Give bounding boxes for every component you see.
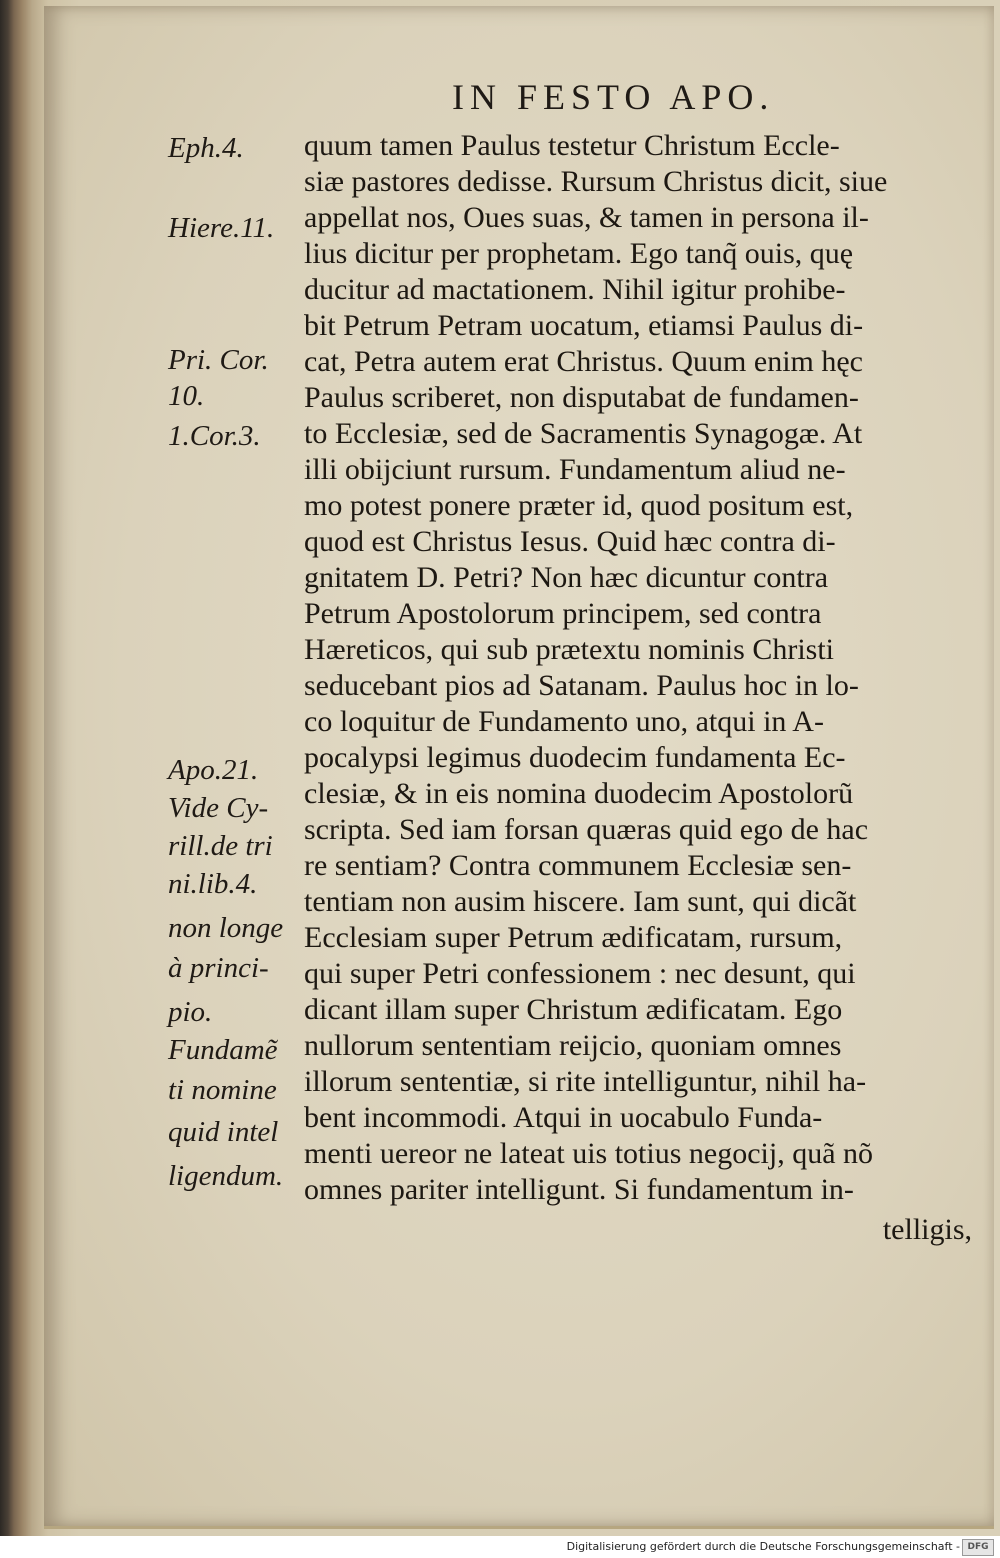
text-line: clesiæ, & in eis nomina duodecim Apostolorũ bbox=[304, 777, 854, 810]
margin-note: rill.de tri bbox=[168, 830, 273, 862]
margin-note: à princi- bbox=[168, 952, 269, 984]
margin-note: Hiere.11. bbox=[168, 212, 275, 244]
catchword: telligis, bbox=[882, 1213, 972, 1246]
text-line: bent incommodi. Atqui in uocabulo Funda- bbox=[304, 1101, 823, 1134]
margin-note: Apo.21. bbox=[168, 754, 259, 786]
dfg-logo: DFG bbox=[962, 1539, 994, 1556]
text-line: tentiam non ausim hiscere. Iam sunt, qui dicãt bbox=[304, 885, 857, 918]
text-line: cat, Petra autem erat Christus. Quum enim hęc bbox=[304, 345, 863, 378]
text-line: ducitur ad mactationem. Nihil igitur prohibe- bbox=[304, 273, 846, 306]
margin-note: 10. bbox=[168, 380, 205, 412]
text-line: co loquitur de Fundamento uno, atqui in A- bbox=[304, 705, 824, 738]
text-line: illi obijciunt rursum. Fundamentum aliud ne- bbox=[304, 453, 846, 486]
margin-note: Pri. Cor. bbox=[168, 344, 269, 376]
text-line: menti uereor ne lateat uis totius negocij, quã nõ bbox=[304, 1137, 874, 1170]
text-line: to Ecclesiæ, sed de Sacramentis Synagogæ. At bbox=[304, 417, 863, 450]
text-line: bit Petrum Petram uocatum, etiamsi Paulus di- bbox=[304, 309, 864, 342]
margin-note: Fundamẽ bbox=[168, 1034, 278, 1066]
margin-note: quid intel bbox=[168, 1116, 279, 1148]
running-head: IN FESTO APO. bbox=[452, 77, 775, 117]
margin-note: ni.lib.4. bbox=[168, 868, 258, 900]
text-line: pocalypsi legimus duodecim fundamenta Ec- bbox=[304, 741, 846, 774]
text-line: qui super Petri confessionem : nec desunt, qui bbox=[304, 957, 856, 990]
margin-note: 1.Cor.3. bbox=[168, 420, 261, 452]
margin-note: ligendum. bbox=[168, 1160, 284, 1192]
text-line: mo potest ponere præter id, quod positum est, bbox=[304, 489, 854, 522]
margin-note: Eph.4. bbox=[168, 132, 244, 164]
text-line: illorum sententiæ, si rite intelliguntur, nihil ha- bbox=[304, 1065, 867, 1098]
margin-note: non longe bbox=[168, 912, 284, 944]
text-line: re sentiam? Contra communem Ecclesiæ sen- bbox=[304, 849, 852, 882]
text-line: Paulus scriberet, non disputabat de fundamen- bbox=[304, 381, 859, 414]
text-line: scripta. Sed iam forsan quæras quid ego de hac bbox=[304, 813, 869, 846]
text-line: Petrum Apostolorum principem, sed contra bbox=[304, 597, 822, 630]
text-line: appellat nos, Oues suas, & tamen in persona il- bbox=[304, 201, 869, 234]
margin-note: Vide Cy- bbox=[168, 792, 269, 824]
text-line: nullorum sententiam reijcio, quoniam omnes bbox=[304, 1029, 842, 1062]
footer-bar bbox=[0, 1536, 1000, 1558]
text-line: Hæreticos, qui sub prætextu nominis Christi bbox=[304, 633, 834, 666]
text-line: quod est Christus Iesus. Quid hæc contra di- bbox=[304, 525, 836, 558]
text-line: siæ pastores dedisse. Rursum Christus dicit, siue bbox=[304, 165, 888, 198]
text-line: omnes pariter intelligunt. Si fundamentum in- bbox=[304, 1173, 854, 1206]
text-line: dicant illam super Christum ædificatam. Ego bbox=[304, 993, 843, 1026]
footer-credit: Digitalisierung gefördert durch die Deutsche Forschungsgemeinschaft - bbox=[566, 1540, 960, 1553]
margin-note: pio. bbox=[168, 996, 213, 1028]
text-line: gnitatem D. Petri? Non hæc dicuntur contra bbox=[304, 561, 829, 594]
text-line: lius dicitur per prophetam. Ego tanq̃ ouis, quę bbox=[304, 237, 854, 270]
margin-note: ti nomine bbox=[168, 1074, 277, 1106]
text-line: Ecclesiam super Petrum ædificatam, rursum, bbox=[304, 921, 843, 954]
text-line: seducebant pios ad Satanam. Paulus hoc in lo- bbox=[304, 669, 859, 702]
text-line: quum tamen Paulus testetur Christum Eccle- bbox=[304, 129, 840, 162]
